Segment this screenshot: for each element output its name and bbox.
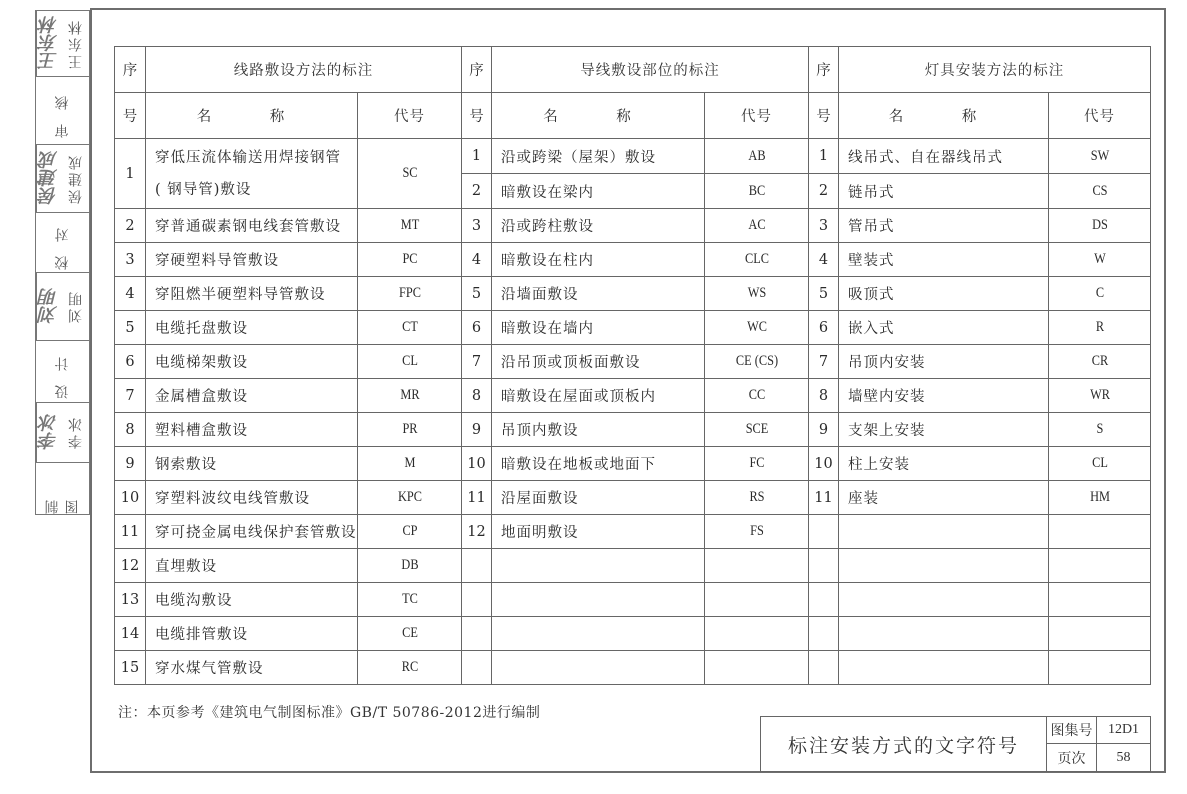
row-seq: 2 (115, 209, 146, 243)
row-seq: 7 (462, 345, 492, 379)
table-row (115, 345, 1151, 379)
row-seq: 2 (462, 174, 492, 209)
signature: 李冰 (36, 403, 63, 462)
row-seq: 15 (115, 651, 146, 685)
row-code (712, 617, 800, 651)
row-seq: 11 (115, 515, 146, 549)
row-code: FC (712, 447, 800, 481)
row-code: TC (365, 583, 453, 617)
row-code: CE (CS) (712, 345, 800, 379)
row-name: 电缆托盘敷设 (146, 311, 358, 345)
row-code: AC (712, 209, 800, 243)
strip-cell-hou (36, 145, 89, 213)
row-seq (809, 515, 839, 549)
row-code: W (1056, 243, 1143, 277)
row-name (492, 549, 705, 583)
row-name (839, 651, 1049, 685)
row-name: 金属槽盒敷设 (146, 379, 358, 413)
table-row (115, 651, 1151, 685)
row-name: 吸顶式 (839, 277, 1049, 311)
name-column-header: 名 称 (492, 93, 705, 139)
row-name: 暗敷设在墙内 (492, 311, 705, 345)
row-seq (809, 549, 839, 583)
row-name (492, 651, 705, 685)
row-code: PR (365, 413, 453, 447)
row-seq: 9 (115, 447, 146, 481)
table-row (115, 481, 1151, 515)
row-seq: 6 (462, 311, 492, 345)
atlas-number-value: 12D1 (1097, 717, 1150, 744)
row-code: KPC (365, 481, 453, 515)
title-block-info (1047, 717, 1150, 771)
row-name: 管吊式 (839, 209, 1049, 243)
strip-cell-liu (36, 273, 89, 341)
row-name: 墙壁内安装 (839, 379, 1049, 413)
row-name: 暗敷设在地板或地面下 (492, 447, 705, 481)
row-name: 壁装式 (839, 243, 1049, 277)
row-code: WS (712, 277, 800, 311)
row-code: CL (1056, 447, 1143, 481)
row-code: FS (712, 515, 800, 549)
row-seq: 1 (115, 139, 146, 209)
seq-header-top: 序 (809, 47, 839, 93)
strip-cell-proofread (36, 213, 89, 273)
row-seq: 9 (809, 413, 839, 447)
row-name: 穿硬塑料导管敷设 (146, 243, 358, 277)
row-name (839, 549, 1049, 583)
row-name: 塑料槽盒敷设 (146, 413, 358, 447)
row-name: 支架上安装 (839, 413, 1049, 447)
row-seq: 8 (115, 413, 146, 447)
row-code: CP (365, 515, 453, 549)
row-name: 暗敷设在柱内 (492, 243, 705, 277)
row-code: CLC (712, 243, 800, 277)
row-seq (462, 651, 492, 685)
table-title-wiring-location: 导线敷设部位的标注 (492, 47, 809, 93)
person-name: 侯建成 (68, 153, 84, 204)
row-name (839, 583, 1049, 617)
row-code: WC (712, 311, 800, 345)
row-code (712, 583, 800, 617)
code-column-header: 代号 (358, 93, 462, 139)
row-name: 穿水煤气管敷设 (146, 651, 358, 685)
row-seq: 11 (462, 481, 492, 515)
row-name: 穿普通碳素钢电线套管敷设 (146, 209, 358, 243)
row-code: HM (1056, 481, 1143, 515)
notation-table (114, 46, 1151, 685)
row-name: 穿低压流体输送用焊接钢管 ( 钢导管)敷设 (146, 139, 358, 209)
row-seq: 6 (115, 345, 146, 379)
signature: 刘明 (36, 273, 63, 340)
row-name: 沿墙面敷设 (492, 277, 705, 311)
row-name: 穿塑料波纹电线管敷设 (146, 481, 358, 515)
row-code: C (1056, 277, 1143, 311)
row-code: CS (1056, 174, 1143, 209)
row-name: 沿屋面敷设 (492, 481, 705, 515)
row-name: 柱上安装 (839, 447, 1049, 481)
row-seq: 5 (462, 277, 492, 311)
table-row (115, 277, 1151, 311)
strip-cell-wang (36, 11, 89, 77)
person-name: 李冰 (68, 415, 84, 450)
row-code: RC (365, 651, 453, 685)
row-seq (462, 617, 492, 651)
table-row (115, 243, 1151, 277)
row-seq: 10 (809, 447, 839, 481)
row-code (1056, 549, 1143, 583)
signature: 王东林 (36, 11, 63, 76)
row-code: SCE (712, 413, 800, 447)
row-seq: 7 (115, 379, 146, 413)
row-code (712, 549, 800, 583)
table-row (115, 515, 1151, 549)
seq-header-bottom: 号 (809, 93, 839, 139)
signature-strip (35, 10, 90, 515)
row-seq: 3 (462, 209, 492, 243)
table-title-luminaire-mounting: 灯具安装方法的标注 (839, 47, 1151, 93)
row-name: 直埋敷设 (146, 549, 358, 583)
table-row (115, 139, 1151, 174)
row-seq: 12 (462, 515, 492, 549)
row-code: WR (1056, 379, 1143, 413)
role-label: 制图 (44, 486, 81, 514)
drawing-title: 标注安装方式的文字符号 (761, 717, 1047, 771)
row-seq: 3 (115, 243, 146, 277)
row-seq (809, 617, 839, 651)
row-seq: 13 (115, 583, 146, 617)
row-code: DS (1056, 209, 1143, 243)
strip-cell-design (36, 341, 89, 403)
row-code (1056, 617, 1143, 651)
role-label: 审核 (54, 82, 71, 139)
row-seq: 9 (462, 413, 492, 447)
row-name: 暗敷设在梁内 (492, 174, 705, 209)
row-code (1056, 583, 1143, 617)
row-seq: 7 (809, 345, 839, 379)
seq-header-top: 序 (462, 47, 492, 93)
row-code (1056, 651, 1143, 685)
table-row (115, 617, 1151, 651)
row-code: RS (712, 481, 800, 515)
row-name: 座装 (839, 481, 1049, 515)
row-code (1056, 515, 1143, 549)
row-seq: 10 (462, 447, 492, 481)
row-name: 链吊式 (839, 174, 1049, 209)
row-code: S (1056, 413, 1143, 447)
row-seq (462, 549, 492, 583)
role-label: 校对 (54, 214, 71, 271)
row-name: 线吊式、自在器线吊式 (839, 139, 1049, 174)
row-name: 沿或跨梁（屋架）敷设 (492, 139, 705, 174)
code-column-header: 代号 (1049, 93, 1151, 139)
row-code: CL (365, 345, 453, 379)
row-code: AB (712, 139, 800, 174)
seq-header-bottom: 号 (462, 93, 492, 139)
row-name (839, 515, 1049, 549)
row-name: 电缆沟敷设 (146, 583, 358, 617)
name-column-header: 名 称 (146, 93, 358, 139)
signature: 侯建成 (36, 145, 63, 212)
row-name: 钢索敷设 (146, 447, 358, 481)
strip-cell-draft (36, 463, 89, 514)
table-row (115, 413, 1151, 447)
row-code: FPC (365, 277, 453, 311)
row-code: SW (1056, 139, 1143, 174)
title-block (760, 716, 1151, 772)
row-code: PC (365, 243, 453, 277)
row-seq: 1 (462, 139, 492, 174)
row-seq: 12 (115, 549, 146, 583)
row-code: M (365, 447, 453, 481)
row-code: DB (365, 549, 453, 583)
row-seq: 2 (809, 174, 839, 209)
row-code: CT (365, 311, 453, 345)
seq-header-bottom: 号 (115, 93, 146, 139)
person-name: 王东林 (68, 18, 84, 69)
row-code: MR (365, 379, 453, 413)
table-row (115, 447, 1151, 481)
row-name (492, 583, 705, 617)
row-seq: 10 (115, 481, 146, 515)
name-column-header: 名 称 (839, 93, 1049, 139)
table-row (115, 549, 1151, 583)
strip-cell-review (36, 77, 89, 145)
row-seq: 14 (115, 617, 146, 651)
row-seq (809, 651, 839, 685)
code-column-header: 代号 (705, 93, 809, 139)
row-name: 沿吊顶或顶板面敷设 (492, 345, 705, 379)
row-name: 穿可挠金属电线保护套管敷设 (146, 515, 358, 549)
row-seq (809, 583, 839, 617)
row-seq: 4 (809, 243, 839, 277)
row-seq: 8 (462, 379, 492, 413)
row-name (492, 617, 705, 651)
row-name: 电缆梯架敷设 (146, 345, 358, 379)
row-seq: 4 (115, 277, 146, 311)
row-code (712, 651, 800, 685)
row-name: 电缆排管敷设 (146, 617, 358, 651)
row-name: 嵌入式 (839, 311, 1049, 345)
row-code: CR (1056, 345, 1143, 379)
row-code: BC (712, 174, 800, 209)
row-seq: 5 (115, 311, 146, 345)
role-label: 设计 (54, 343, 71, 400)
row-code: CC (712, 379, 800, 413)
row-seq: 1 (809, 139, 839, 174)
row-code: R (1056, 311, 1143, 345)
strip-cell-li (36, 403, 89, 463)
row-seq: 3 (809, 209, 839, 243)
row-name: 沿或跨柱敷设 (492, 209, 705, 243)
row-seq: 6 (809, 311, 839, 345)
atlas-number-label: 图集号 (1047, 717, 1097, 744)
row-seq (462, 583, 492, 617)
row-code: CE (365, 617, 453, 651)
table-row (115, 583, 1151, 617)
row-name: 吊顶内敷设 (492, 413, 705, 447)
row-name: 地面明敷设 (492, 515, 705, 549)
row-code: SC (365, 139, 453, 209)
page-label: 页次 (1047, 744, 1097, 771)
row-code: MT (365, 209, 453, 243)
row-name: 穿阻燃半硬塑料导管敷设 (146, 277, 358, 311)
table-title-wiring-method: 线路敷设方法的标注 (146, 47, 462, 93)
table-row (115, 311, 1151, 345)
row-seq: 4 (462, 243, 492, 277)
row-name (839, 617, 1049, 651)
seq-header-top: 序 (115, 47, 146, 93)
table-row (115, 379, 1151, 413)
row-seq: 11 (809, 481, 839, 515)
person-name: 刘明 (68, 289, 84, 324)
row-seq: 8 (809, 379, 839, 413)
table-row (115, 209, 1151, 243)
page-value: 58 (1116, 749, 1131, 765)
row-name: 暗敷设在屋面或顶板内 (492, 379, 705, 413)
row-seq: 5 (809, 277, 839, 311)
row-name: 吊顶内安装 (839, 345, 1049, 379)
footnote: 注：本页参考《建筑电气制图标准》GB/T 50786-2012进行编制 (118, 705, 541, 721)
